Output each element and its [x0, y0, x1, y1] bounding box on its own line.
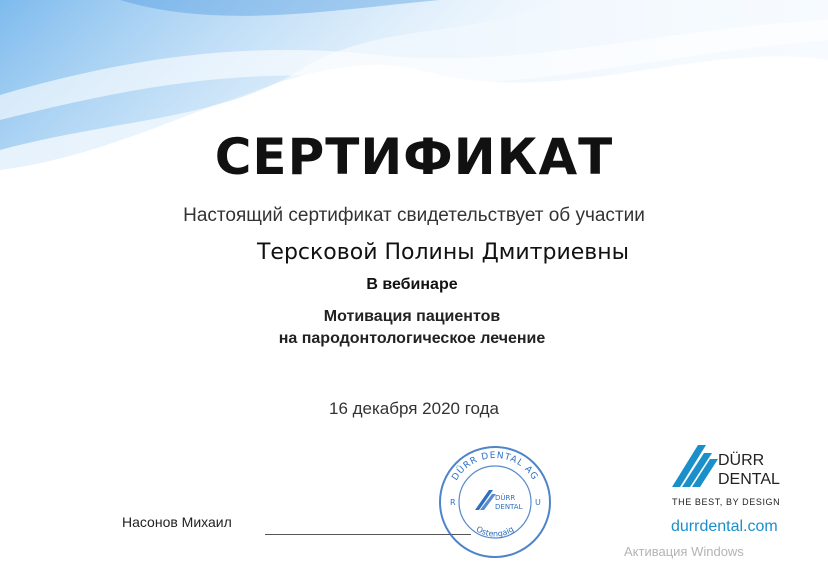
- certificate-date: 16 декабря 2020 года: [328, 399, 500, 418]
- windows-activation-watermark: Активация Windows: [624, 544, 744, 559]
- brand-name-line1: DÜRR: [718, 452, 765, 469]
- recipient-name: Терсковой Полины Дмитриевны: [256, 240, 630, 265]
- company-stamp: [437, 444, 553, 560]
- brand-website-link[interactable]: durrdental.com: [671, 518, 778, 535]
- stamp-city: Ostengaig: [474, 524, 516, 539]
- stamp-letter-right: U: [535, 498, 541, 507]
- webinar-topic: [0, 306, 824, 350]
- webinar-label: В вебинаре: [366, 276, 458, 293]
- brand-name-line2: DENTAL: [718, 471, 780, 488]
- durr-dental-logo-icon: [672, 445, 718, 487]
- stamp-logo-line1: DÜRR: [495, 494, 516, 502]
- signer-name: Насонов Михаил: [122, 514, 232, 530]
- svg-text:Ostengaig: [475, 525, 516, 539]
- brand-tagline: THE BEST, BY DESIGN: [672, 497, 781, 507]
- stamp-letter-left: R: [450, 498, 456, 507]
- stamp-logo-icon: [475, 490, 496, 510]
- stamp-ring-text: DÜRR DENTAL AG: [450, 450, 540, 483]
- durr-dental-logo: [672, 443, 792, 511]
- stamp-logo-line2: DENTAL: [495, 503, 523, 511]
- topic-line-1: Мотивация пациентов: [323, 308, 501, 325]
- certificate-intro: Настоящий сертификат свидетельствует об участии: [183, 205, 645, 226]
- certificate-title: СЕРТИФИКАТ: [214, 128, 614, 186]
- topic-line-2: на пародонтологическое лечение: [278, 330, 546, 347]
